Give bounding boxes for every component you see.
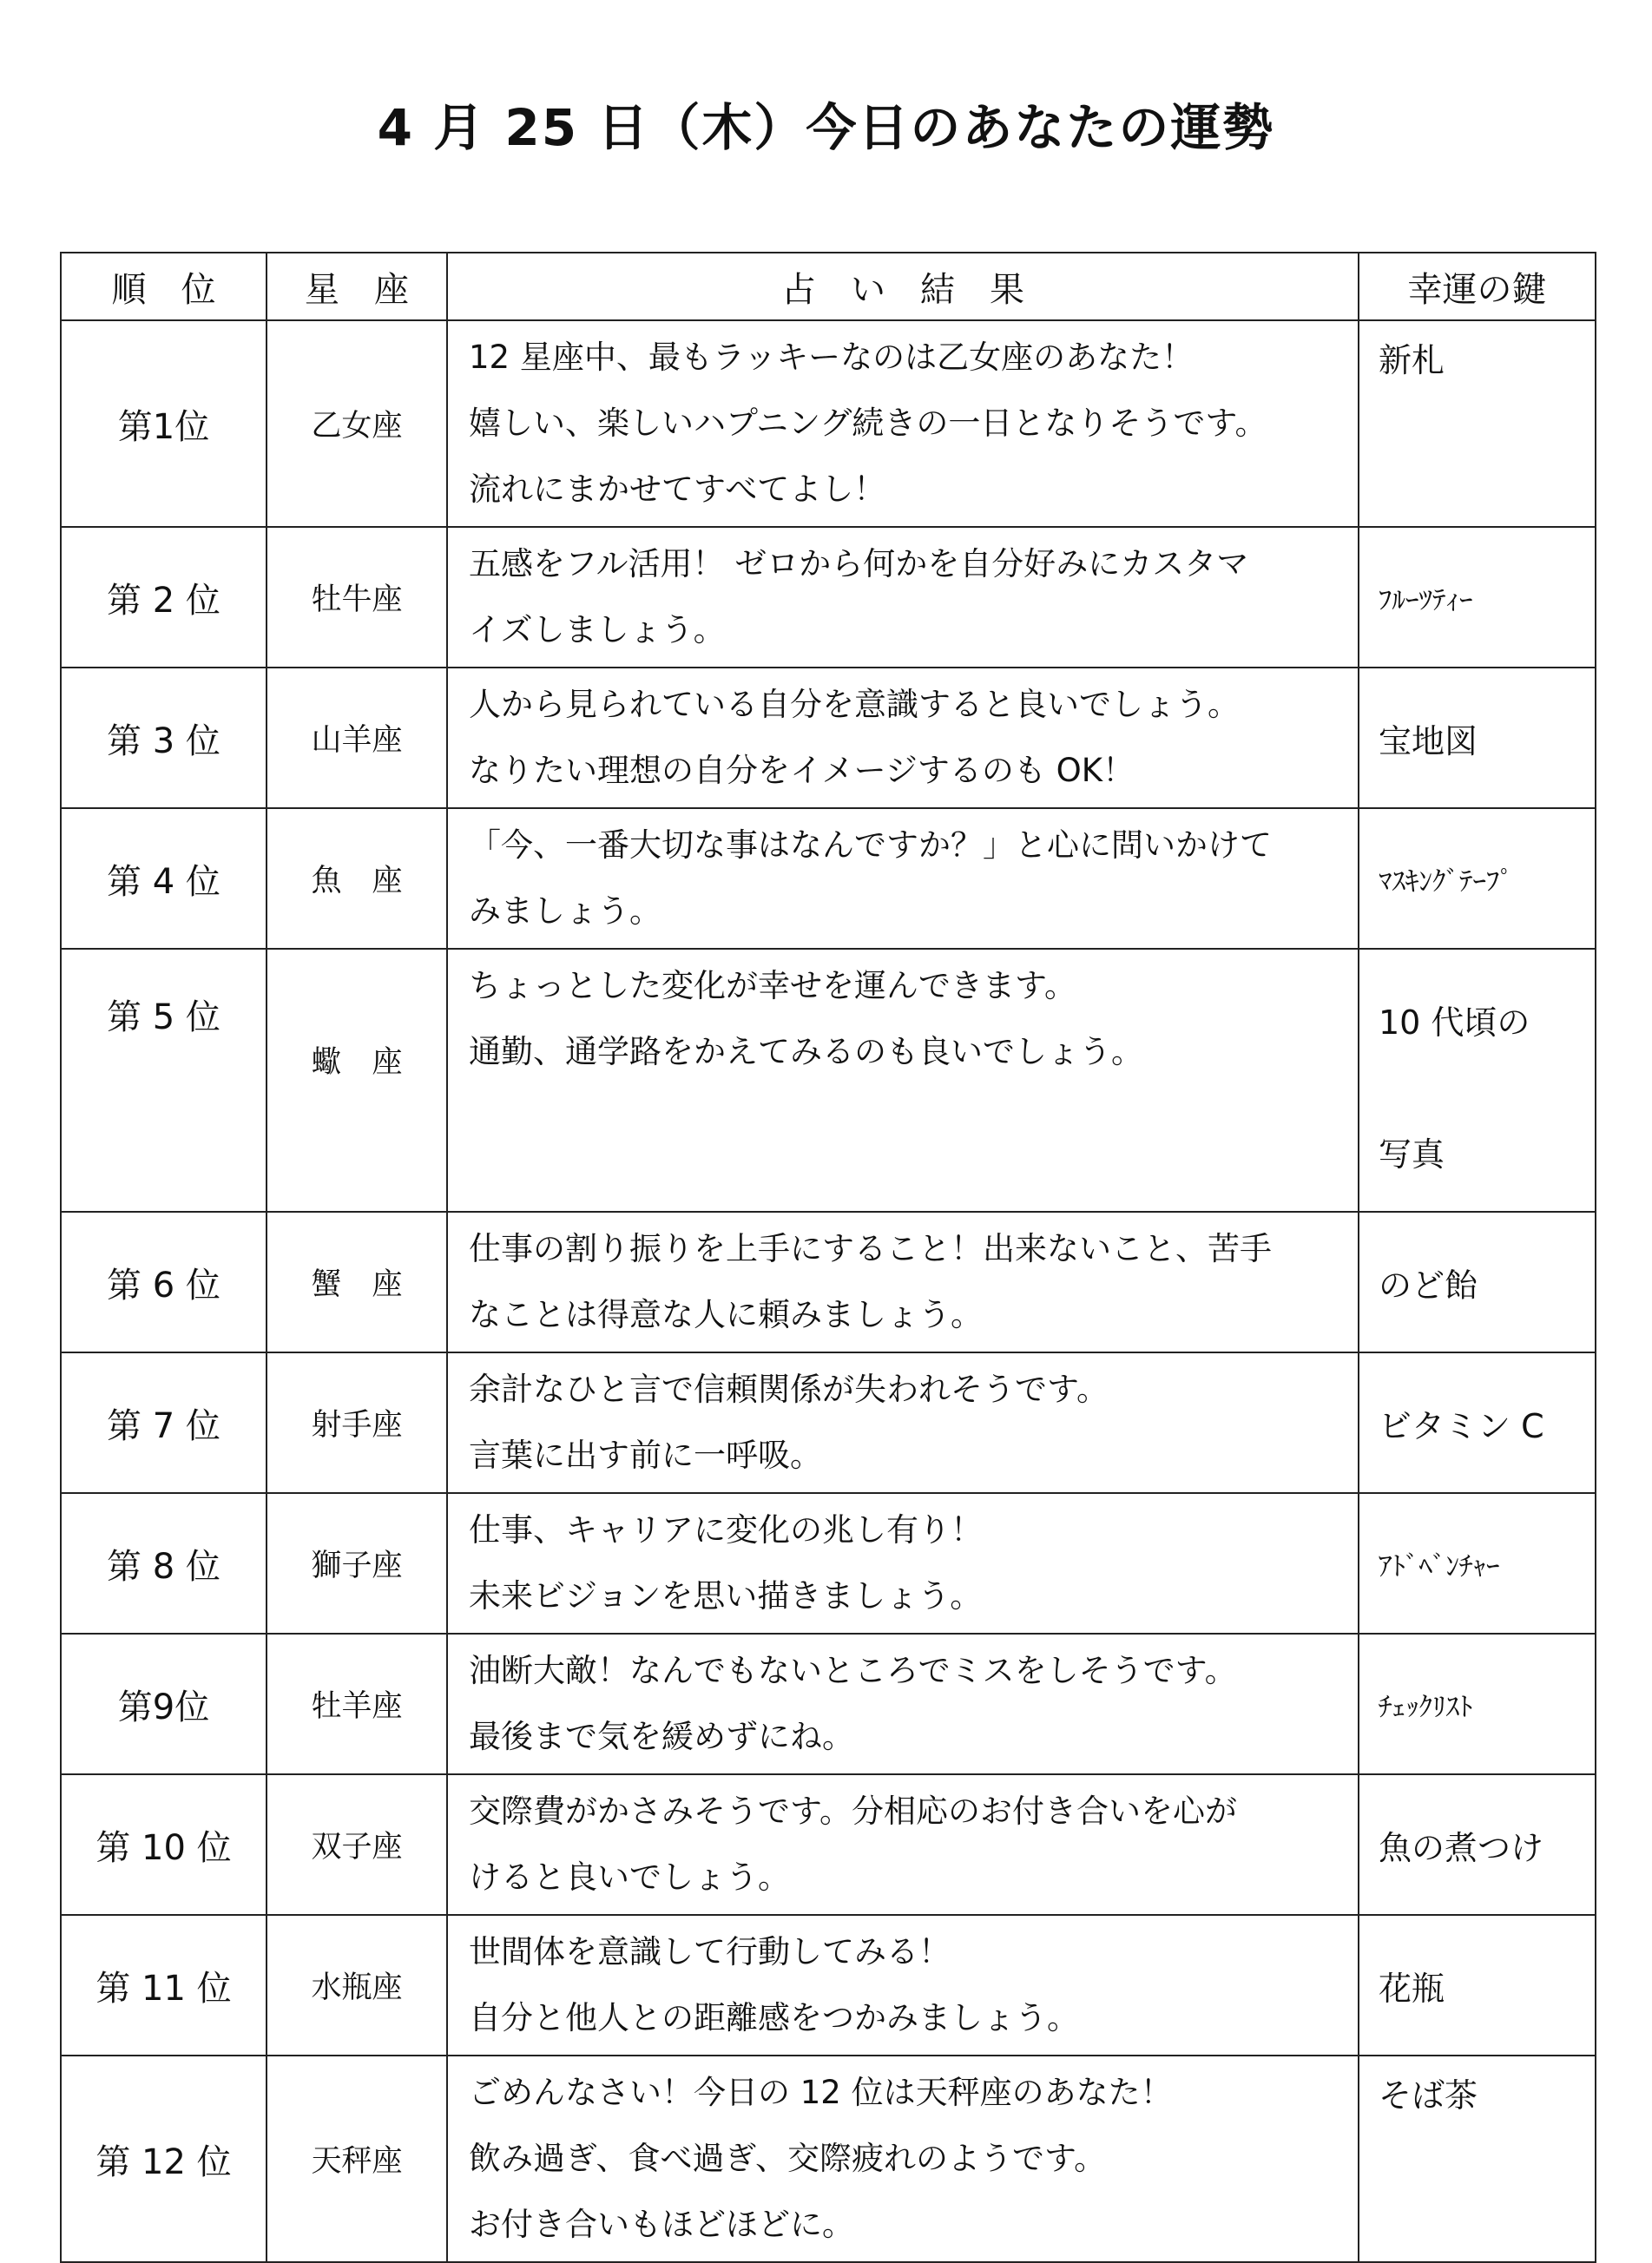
table-row bbox=[61, 1352, 1596, 1493]
result-line: 交際費がかさみそうです。分相応のお付き合いを心が bbox=[469, 1793, 1238, 1830]
result-line: 世間体を意識して行動してみる！ bbox=[469, 1933, 951, 1970]
table-row bbox=[61, 808, 1596, 949]
lucky-key-cell: ﾌﾙｰﾂﾃｨｰ bbox=[1359, 527, 1596, 668]
result-line: 飲み過ぎ、食べ過ぎ、交際疲れのようです。 bbox=[469, 2140, 1107, 2177]
result-line: なりたい理想の自分をイメージするのも OK！ bbox=[469, 752, 1135, 789]
result-line: お付き合いもほどほどに。 bbox=[469, 2206, 854, 2243]
sign-cell: 射手座 bbox=[267, 1352, 447, 1493]
lucky-key-cell bbox=[1359, 949, 1596, 1212]
lucky-key-cell: ビタミン C bbox=[1359, 1352, 1596, 1493]
lucky-key-cell: ﾁｪｯｸﾘｽﾄ bbox=[1359, 1634, 1596, 1774]
rank-cell: 第 10 位 bbox=[61, 1774, 267, 1915]
result-line: 12 星座中、最もラッキーなのは乙女座のあなた！ bbox=[469, 339, 1195, 376]
result-cell bbox=[447, 1352, 1359, 1493]
result-cell bbox=[447, 2056, 1359, 2262]
lucky-key-line: 10 代頃の bbox=[1379, 1003, 1530, 1042]
table-row bbox=[61, 1212, 1596, 1352]
result-line: なことは得意な人に頼みましょう。 bbox=[469, 1296, 983, 1333]
result-line: 油断大敵！なんでもないところでミスをしそうです。 bbox=[469, 1652, 1237, 1689]
result-line: 自分と他人との距離感をつかみましょう。 bbox=[469, 1999, 1079, 2036]
fortune-table bbox=[60, 252, 1596, 2263]
sign-cell: 獅子座 bbox=[267, 1493, 447, 1634]
lucky-key-cell: 魚の煮つけ bbox=[1359, 1774, 1596, 1915]
result-line: 余計なひと言で信頼関係が失われそうです。 bbox=[469, 1371, 1109, 1408]
rank-cell: 第 2 位 bbox=[61, 527, 267, 668]
result-cell bbox=[447, 527, 1359, 668]
result-line: 言葉に出す前に一呼吸。 bbox=[469, 1437, 822, 1474]
rank-cell: 第 4 位 bbox=[61, 808, 267, 949]
rank-cell: 第 3 位 bbox=[61, 668, 267, 808]
table-row bbox=[61, 668, 1596, 808]
result-line: みましょう。 bbox=[469, 892, 661, 930]
result-cell bbox=[447, 949, 1359, 1212]
lucky-key-line: 写真 bbox=[1379, 1135, 1445, 1174]
rank-cell: 第 7 位 bbox=[61, 1352, 267, 1493]
header-sign: 星 座 bbox=[267, 253, 447, 320]
rank-cell: 第 5 位 bbox=[61, 949, 267, 1212]
lucky-key-spacer bbox=[1379, 1056, 1595, 1122]
result-line: ちょっとした変化が幸せを運んできます。 bbox=[469, 967, 1077, 1004]
table-row bbox=[61, 2056, 1596, 2262]
rank-cell: 第 8 位 bbox=[61, 1493, 267, 1634]
result-line: けると良いでしょう。 bbox=[469, 1858, 790, 1896]
result-cell bbox=[447, 668, 1359, 808]
table-row bbox=[61, 949, 1596, 1212]
result-line: 嬉しい、楽しいハプニング続きの一日となりそうです。 bbox=[469, 405, 1267, 442]
lucky-key-cell: 宝地図 bbox=[1359, 668, 1596, 808]
sign-cell: 牡牛座 bbox=[267, 527, 447, 668]
lucky-key-cell: ｱﾄﾞﾍﾞﾝﾁｬｰ bbox=[1359, 1493, 1596, 1634]
lucky-key-cell: 花瓶 bbox=[1359, 1915, 1596, 2056]
header-result: 占 い 結 果 bbox=[447, 253, 1359, 320]
result-cell bbox=[447, 320, 1359, 527]
header-rank: 順 位 bbox=[61, 253, 267, 320]
result-line: 未来ビジョンを思い描きましょう。 bbox=[469, 1577, 983, 1615]
rank-cell: 第9位 bbox=[61, 1634, 267, 1774]
result-line: 人から見られている自分を意識すると良いでしょう。 bbox=[469, 686, 1240, 723]
lucky-key-cell: ﾏｽｷﾝｸﾞﾃｰﾌﾟ bbox=[1359, 808, 1596, 949]
result-line: 「今、一番大切な事はなんですか？」と心に問いかけて bbox=[469, 826, 1272, 864]
result-line: 五感をフル活用！ ゼロから何かを自分好みにカスタマ bbox=[469, 545, 1249, 582]
table-row bbox=[61, 1634, 1596, 1774]
table-header-row bbox=[61, 253, 1596, 320]
sign-cell: 乙女座 bbox=[267, 320, 447, 527]
result-line: 通勤、通学路をかえてみるのも良いでしょう。 bbox=[469, 1033, 1143, 1070]
sign-cell: 魚 座 bbox=[267, 808, 447, 949]
rank-cell: 第 6 位 bbox=[61, 1212, 267, 1352]
header-key: 幸運の鍵 bbox=[1359, 253, 1596, 320]
lucky-key-cell: のど飴 bbox=[1359, 1212, 1596, 1352]
rank-cell: 第 12 位 bbox=[61, 2056, 267, 2262]
table-row bbox=[61, 320, 1596, 527]
rank-cell: 第1位 bbox=[61, 320, 267, 527]
result-line: 最後まで気を緩めずにね。 bbox=[469, 1718, 854, 1755]
result-line: 仕事の割り振りを上手にすること！出来ないこと、苦手 bbox=[469, 1230, 1272, 1267]
result-line: ごめんなさい！今日の 12 位は天秤座のあなた！ bbox=[469, 2074, 1173, 2111]
result-cell bbox=[447, 1915, 1359, 2056]
result-cell bbox=[447, 1212, 1359, 1352]
result-cell bbox=[447, 1493, 1359, 1634]
result-line: 仕事、キャリアに変化の兆し有り！ bbox=[469, 1511, 983, 1549]
table-row bbox=[61, 1493, 1596, 1634]
result-line: イズしましょう。 bbox=[469, 611, 726, 648]
table-row bbox=[61, 1774, 1596, 1915]
lucky-key-cell: そば茶 bbox=[1359, 2056, 1596, 2262]
sign-cell: 蟹 座 bbox=[267, 1212, 447, 1352]
sign-cell: 牡羊座 bbox=[267, 1634, 447, 1774]
result-cell bbox=[447, 1634, 1359, 1774]
sign-cell: 蠍 座 bbox=[267, 949, 447, 1212]
sign-cell: 山羊座 bbox=[267, 668, 447, 808]
page-title: 4 月 25 日（木）今日のあなたの運勢 bbox=[377, 98, 1275, 157]
result-line: 流れにまかせてすべてよし！ bbox=[469, 470, 886, 508]
result-cell bbox=[447, 808, 1359, 949]
table-row bbox=[61, 1915, 1596, 2056]
sign-cell: 天秤座 bbox=[267, 2056, 447, 2262]
sign-cell: 双子座 bbox=[267, 1774, 447, 1915]
sign-cell: 水瓶座 bbox=[267, 1915, 447, 2056]
lucky-key-cell: 新札 bbox=[1359, 320, 1596, 527]
rank-cell: 第 11 位 bbox=[61, 1915, 267, 2056]
result-cell bbox=[447, 1774, 1359, 1915]
table-row bbox=[61, 527, 1596, 668]
